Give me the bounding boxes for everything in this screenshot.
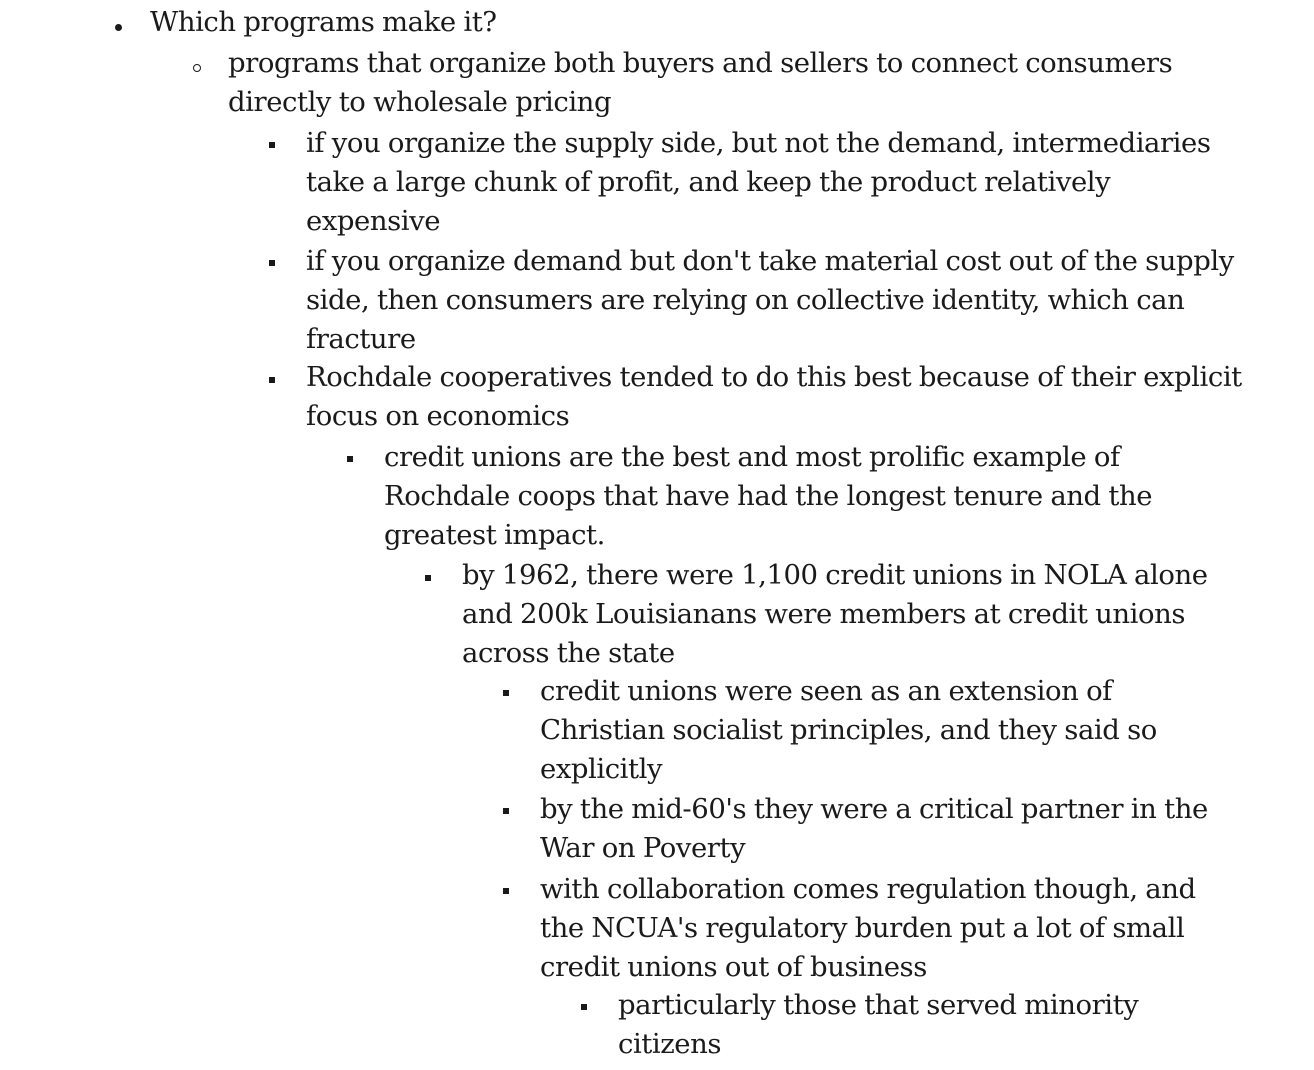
outline-item-level3 <box>306 242 1234 359</box>
item-text-line: citizens <box>618 1028 722 1060</box>
item-text-line: credit unions out of business <box>540 951 927 983</box>
outline-item-level6 <box>540 870 1196 987</box>
item-text-line: explicitly <box>540 753 663 785</box>
item-text-line: across the state <box>462 637 675 669</box>
item-text-line: programs that organize both buyers and sellers to connect consumers <box>228 47 1173 79</box>
item-text-line: with collaboration comes regulation though, and <box>540 873 1196 905</box>
bullet-square <box>269 260 275 266</box>
item-text-line: if you organize demand but don't take material cost out of the supply <box>306 245 1234 277</box>
outline-item-level3 <box>306 124 1211 241</box>
item-text-line: Christian socialist principles, and they said so <box>540 714 1157 746</box>
outline-item-level5 <box>462 556 1208 673</box>
item-text-line: expensive <box>306 205 441 237</box>
item-text-line: Rochdale cooperatives tended to do this best because of their explicit <box>306 361 1242 393</box>
outline-item-level6 <box>540 790 1208 868</box>
outline-item-level2 <box>228 44 1172 122</box>
item-text-line: take a large chunk of profit, and keep the product relatively <box>306 166 1111 198</box>
bullet-square <box>425 575 431 581</box>
bullet-square <box>503 808 509 814</box>
item-text-line: Rochdale coops that have had the longest tenure and the <box>384 480 1153 512</box>
outline-item-level4 <box>384 438 1152 555</box>
item-text-line: directly to wholesale pricing <box>228 86 612 118</box>
bullet-square <box>503 888 509 894</box>
outline-item-level3 <box>306 358 1242 436</box>
outline-item-level7 <box>618 986 1138 1064</box>
bullet-circle <box>193 64 201 72</box>
item-text-line: credit unions are the best and most prolific example of <box>384 441 1120 473</box>
bullet-square <box>503 690 509 696</box>
bullet-square <box>581 1004 587 1010</box>
item-text-line: greatest impact. <box>384 519 605 551</box>
outline-item-level6 <box>540 672 1157 789</box>
bullet-square <box>269 377 275 383</box>
bullet-square <box>347 456 353 462</box>
item-text-line: side, then consumers are relying on collective identity, which can <box>306 284 1185 316</box>
item-text-line: by 1962, there were 1,100 credit unions in NOLA alone <box>462 559 1208 591</box>
item-text-line: and 200k Louisianans were members at credit unions <box>462 598 1186 630</box>
item-text-line: fracture <box>306 323 416 355</box>
item-text-line: if you organize the supply side, but not the demand, intermediaries <box>306 127 1211 159</box>
item-text-line: War on Poverty <box>540 832 746 864</box>
item-text-line: the NCUA's regulatory burden put a lot of small <box>540 912 1185 944</box>
item-text-line: credit unions were seen as an extension of <box>540 675 1112 707</box>
item-text-line: by the mid-60's they were a critical partner in the <box>540 793 1208 825</box>
item-text-line: focus on economics <box>306 400 570 432</box>
item-text: Which programs make it? <box>150 6 497 38</box>
bullet-square <box>269 142 275 148</box>
bullet-disc <box>115 24 122 31</box>
outline-item-level1 <box>150 3 497 42</box>
item-text-line: particularly those that served minority <box>618 989 1139 1021</box>
